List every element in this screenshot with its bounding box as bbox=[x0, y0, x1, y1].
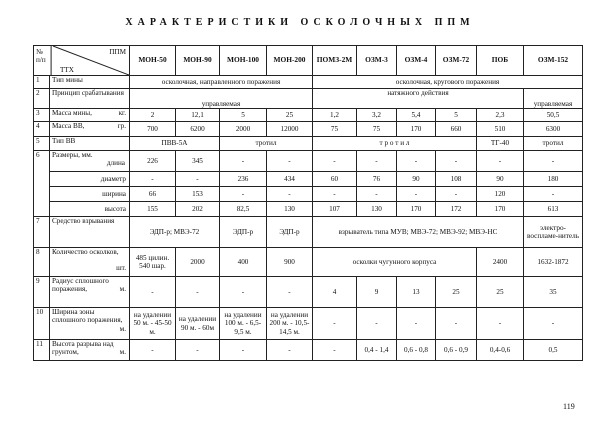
cell: ЭДП-р bbox=[220, 217, 267, 248]
cell: 13 bbox=[397, 277, 436, 308]
row-label bbox=[50, 151, 130, 172]
cell: т р о т и л bbox=[313, 137, 477, 151]
cell: ТГ-40 bbox=[477, 137, 524, 151]
cell: осколочная, кругового поражения bbox=[313, 76, 583, 89]
cell: - bbox=[130, 340, 176, 361]
cell: 25 bbox=[477, 277, 524, 308]
cell: - bbox=[436, 308, 477, 340]
row-unit: гр. bbox=[117, 122, 126, 130]
cell: на удалении 100 м. - 6,5-9,5 м. bbox=[220, 308, 267, 340]
cell: на удалении 90 м. - 60м bbox=[176, 308, 220, 340]
model-header: ОЗМ-4 bbox=[397, 46, 436, 76]
cell: 5,4 bbox=[397, 109, 436, 122]
cell: 3,2 bbox=[357, 109, 397, 122]
cell: управляемая bbox=[524, 89, 583, 109]
cell: 76 bbox=[357, 172, 397, 187]
cell: 1,2 bbox=[313, 109, 357, 122]
cell: 5 bbox=[220, 109, 267, 122]
cell: натяжного действия bbox=[313, 89, 524, 109]
table-row bbox=[34, 172, 583, 187]
cell: - bbox=[130, 172, 176, 187]
table-row bbox=[34, 89, 583, 109]
cell: - bbox=[436, 187, 477, 202]
row-label-text: Высота разрыва над грунтом, bbox=[52, 340, 114, 357]
cell: 202 bbox=[176, 202, 220, 217]
cell: тротил bbox=[524, 137, 583, 151]
model-header: ПОБ bbox=[477, 46, 524, 76]
header-row bbox=[34, 46, 583, 76]
row-label bbox=[50, 277, 130, 308]
sub-label: длина bbox=[106, 159, 125, 168]
row-label bbox=[50, 122, 130, 137]
sub-label: ширина bbox=[50, 187, 130, 202]
cell: 35 bbox=[524, 277, 583, 308]
cell: - bbox=[313, 187, 357, 202]
cell: - bbox=[267, 340, 313, 361]
cell: - bbox=[313, 340, 357, 361]
row-label bbox=[50, 308, 130, 340]
cell: - bbox=[397, 308, 436, 340]
cell: ЭДП-р bbox=[267, 217, 313, 248]
row-number: 3 bbox=[34, 109, 50, 122]
cell: 90 bbox=[397, 172, 436, 187]
cell: 0,5 bbox=[524, 340, 583, 361]
cell: - bbox=[436, 151, 477, 172]
row-number: 10 bbox=[34, 308, 50, 340]
cell: 130 bbox=[357, 202, 397, 217]
row-unit: м. bbox=[119, 324, 126, 333]
cell: - bbox=[176, 172, 220, 187]
table-row bbox=[34, 151, 583, 172]
table-row bbox=[34, 187, 583, 202]
row-label: Тип мины bbox=[50, 76, 130, 89]
cell: - bbox=[267, 151, 313, 172]
row-label bbox=[50, 109, 130, 122]
cell: 9 bbox=[357, 277, 397, 308]
header-ppm-label: ППМ bbox=[109, 48, 126, 56]
row-number: 2 bbox=[34, 89, 50, 109]
cell: 613 bbox=[524, 202, 583, 217]
row-number: 5 bbox=[34, 137, 50, 151]
cell: 75 bbox=[357, 122, 397, 137]
cell: 170 bbox=[477, 202, 524, 217]
sub-label: высота bbox=[50, 202, 130, 217]
cell: - bbox=[397, 187, 436, 202]
cell: 153 bbox=[176, 187, 220, 202]
cell: 25 bbox=[267, 109, 313, 122]
page-number: 119 bbox=[563, 402, 575, 411]
cell: 66 bbox=[130, 187, 176, 202]
cell: - bbox=[176, 340, 220, 361]
model-header: ОЗМ-152 bbox=[524, 46, 583, 76]
row-label-text: Масса ВВ, bbox=[52, 122, 85, 130]
cell: 170 bbox=[397, 122, 436, 137]
cell: - bbox=[220, 277, 267, 308]
cell: 900 bbox=[267, 248, 313, 277]
cell: 50,5 bbox=[524, 109, 583, 122]
cell: взрыватель типа МУВ; МВЭ-72; МВЭ-92; МВЭ-НС bbox=[313, 217, 524, 248]
cell: - bbox=[477, 151, 524, 172]
cell: - bbox=[397, 151, 436, 172]
cell: 180 bbox=[524, 172, 583, 187]
header-num-label: № п/п bbox=[36, 48, 46, 65]
cell: - bbox=[220, 187, 267, 202]
model-header: МОН-90 bbox=[176, 46, 220, 76]
cell: 485 цилин. 540 шар. bbox=[130, 248, 176, 277]
row-label-text: Масса мины, bbox=[52, 109, 92, 117]
row-label-text: Размеры, мм. bbox=[52, 151, 93, 159]
row-number: 11 bbox=[34, 340, 50, 361]
cell: 5 bbox=[436, 109, 477, 122]
row-unit: шт. bbox=[116, 264, 126, 273]
table-row bbox=[34, 340, 583, 361]
cell: - bbox=[524, 308, 583, 340]
row-label-text: Количество осколков, bbox=[52, 248, 119, 256]
cell: - bbox=[524, 187, 583, 202]
cell: 60 bbox=[313, 172, 357, 187]
cell: осколки чугунного корпуса bbox=[313, 248, 477, 277]
model-header: МОН-100 bbox=[220, 46, 267, 76]
row-number: 7 bbox=[34, 217, 50, 248]
model-header: МОН-50 bbox=[130, 46, 176, 76]
cell: ЭДП-р; МВЭ-72 bbox=[130, 217, 220, 248]
cell: ПВВ-5А bbox=[130, 137, 220, 151]
cell: - bbox=[220, 340, 267, 361]
cell: 0,6 - 0,9 bbox=[436, 340, 477, 361]
row-unit: кг. bbox=[118, 109, 126, 117]
cell: 236 bbox=[220, 172, 267, 187]
cell: - bbox=[313, 308, 357, 340]
row-label: Тип ВВ bbox=[50, 137, 130, 151]
cell: - bbox=[357, 308, 397, 340]
row-label: Средство взрывания bbox=[50, 217, 130, 248]
cell: 700 bbox=[130, 122, 176, 137]
cell: 155 bbox=[130, 202, 176, 217]
row-number: 6 bbox=[34, 151, 50, 217]
table-row bbox=[34, 109, 583, 122]
row-label: Принцип срабатывания bbox=[50, 89, 130, 109]
table-row bbox=[34, 217, 583, 248]
cell: тротил bbox=[220, 137, 313, 151]
ppm-characteristics-table bbox=[33, 45, 583, 361]
table-row bbox=[34, 137, 583, 151]
cell: 2 bbox=[130, 109, 176, 122]
cell: 6300 bbox=[524, 122, 583, 137]
cell: 0,4-0,6 bbox=[477, 340, 524, 361]
cell: на удалении 50 м. - 45-50 м. bbox=[130, 308, 176, 340]
table-row bbox=[34, 308, 583, 340]
row-unit: м. bbox=[119, 348, 126, 357]
cell: на удалении 200 м. - 10,5-14,5 м. bbox=[267, 308, 313, 340]
cell: электро-воспламе-нитель bbox=[524, 217, 583, 248]
row-unit: м. bbox=[119, 285, 126, 294]
cell: 90 bbox=[477, 172, 524, 187]
row-label-text: Радиус сплошного поражения, bbox=[52, 277, 109, 294]
cell: 120 bbox=[477, 187, 524, 202]
cell: 6200 bbox=[176, 122, 220, 137]
cell: 4 bbox=[313, 277, 357, 308]
cell: 0,4 - 1,4 bbox=[357, 340, 397, 361]
header-corner-cell bbox=[34, 46, 130, 76]
cell: 0,6 - 0,8 bbox=[397, 340, 436, 361]
row-number: 9 bbox=[34, 277, 50, 308]
table-row bbox=[34, 202, 583, 217]
table-row bbox=[34, 248, 583, 277]
cell: 434 bbox=[267, 172, 313, 187]
model-header: ОЗМ-3 bbox=[357, 46, 397, 76]
cell: - bbox=[524, 151, 583, 172]
cell: 660 bbox=[436, 122, 477, 137]
sub-label: диаметр bbox=[50, 172, 130, 187]
cell: 107 bbox=[313, 202, 357, 217]
row-number: 4 bbox=[34, 122, 50, 137]
cell: 2,3 bbox=[477, 109, 524, 122]
cell: 2400 bbox=[477, 248, 524, 277]
cell: 2000 bbox=[220, 122, 267, 137]
page-title: ХАРАКТЕРИСТИКИ ОСКОЛОЧНЫХ ППМ bbox=[125, 17, 475, 28]
cell: 108 bbox=[436, 172, 477, 187]
cell: - bbox=[220, 151, 267, 172]
row-number: 8 bbox=[34, 248, 50, 277]
cell: - bbox=[357, 151, 397, 172]
cell: 1632-1872 bbox=[524, 248, 583, 277]
cell: 170 bbox=[397, 202, 436, 217]
cell: 130 bbox=[267, 202, 313, 217]
cell: 82,5 bbox=[220, 202, 267, 217]
cell: осколочная, направленного поражения bbox=[130, 76, 313, 89]
table-row bbox=[34, 76, 583, 89]
cell: 12,1 bbox=[176, 109, 220, 122]
cell: - bbox=[176, 277, 220, 308]
cell: - bbox=[313, 151, 357, 172]
cell: 345 bbox=[176, 151, 220, 172]
row-label bbox=[50, 248, 130, 277]
row-number: 1 bbox=[34, 76, 50, 89]
cell: управляемая bbox=[130, 89, 313, 109]
table-row bbox=[34, 122, 583, 137]
model-header: МОН-200 bbox=[267, 46, 313, 76]
cell: 75 bbox=[313, 122, 357, 137]
cell: - bbox=[357, 187, 397, 202]
cell: 2000 bbox=[176, 248, 220, 277]
table-row bbox=[34, 277, 583, 308]
cell: 172 bbox=[436, 202, 477, 217]
header-ttx-label: ТТХ bbox=[60, 65, 74, 74]
cell: 25 bbox=[436, 277, 477, 308]
cell: - bbox=[267, 277, 313, 308]
cell: - bbox=[130, 277, 176, 308]
cell: 400 bbox=[220, 248, 267, 277]
cell: 12000 bbox=[267, 122, 313, 137]
cell: 510 bbox=[477, 122, 524, 137]
model-header: ПОМЗ-2М bbox=[313, 46, 357, 76]
cell: 226 bbox=[130, 151, 176, 172]
cell: - bbox=[267, 187, 313, 202]
row-label bbox=[50, 340, 130, 361]
cell: - bbox=[477, 308, 524, 340]
row-label-text: Ширина зоны сплошного поражения, bbox=[52, 308, 123, 325]
model-header: ОЗМ-72 bbox=[436, 46, 477, 76]
